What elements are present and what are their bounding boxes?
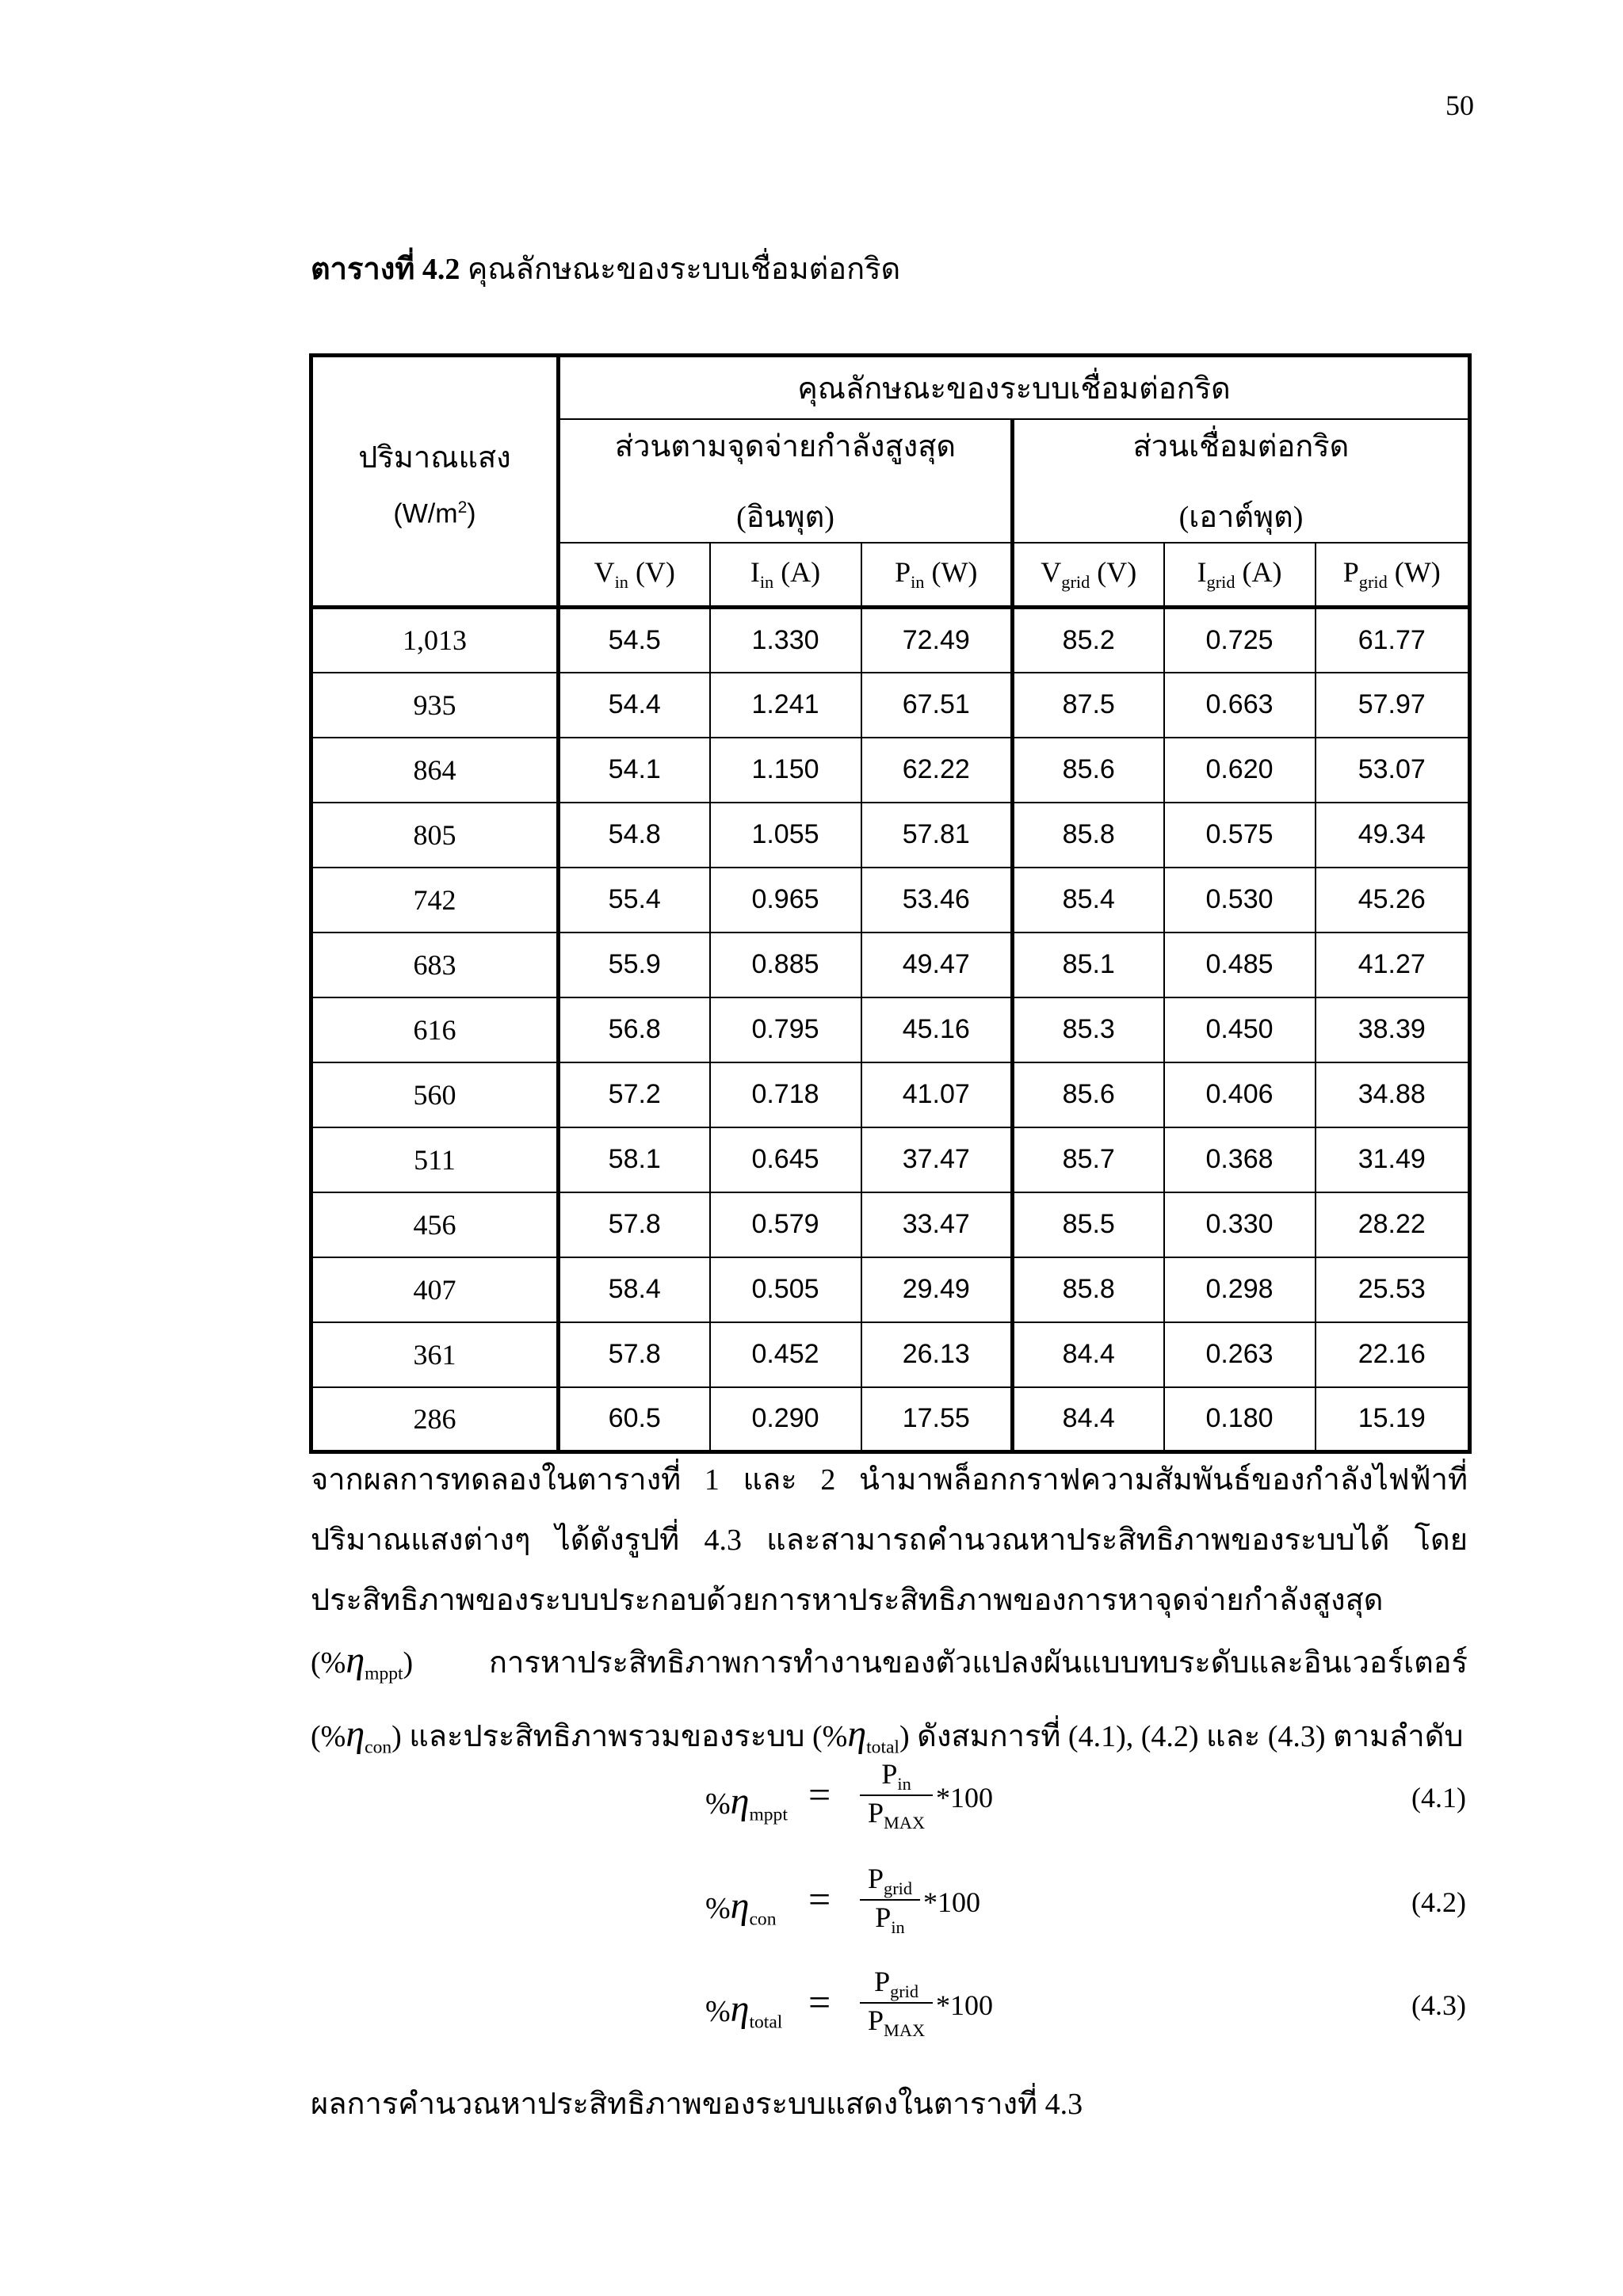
value-cell: 85.4 bbox=[1013, 868, 1164, 933]
value-cell: 45.16 bbox=[861, 997, 1013, 1062]
body-paragraph: จากผลการทดลองในตารางที่ 1 และ 2 นำมาพล็อกกราฟความสัมพันธ์ของกำลังไฟฟ้าที่ปริมาณแสงต่างๆ ได้ดังรูปที่ 4.3 และสามารถคำนวณหาประสิทธิภาพของระบบได้ โดยประสิทธิภาพของระบบประกอบด้วยการหาประสิทธิภาพของการหาจุดจ่ายกำลังสูงสุด $(\%\eta_{mppt})$ การหาประสิทธิภาพการทำงานของตัวแปลงผันแบบทบระดับและอินเวอร์เตอร์ $(\%\eta_{con})$ และประสิทธิภาพรวมของระบบ $(\%\eta_{total})$ ดังสมการที่ (4.1), (4.2) และ (4.3) ตามลำดับ bbox=[311, 1463, 1468, 1758]
value-cell: 85.2 bbox=[1013, 608, 1164, 673]
eta-symbol: η bbox=[730, 1988, 750, 2030]
value-cell: 1.055 bbox=[710, 803, 861, 868]
irradiance-header-cell bbox=[311, 356, 559, 608]
value-cell: 49.47 bbox=[861, 933, 1013, 997]
column-unit: (W) bbox=[1387, 556, 1441, 589]
equation-number: (4.2) bbox=[1411, 1886, 1466, 1918]
irradiance-header: ปริมาณแสง bbox=[358, 441, 511, 475]
irradiance-unit: $(W/m^2)$ bbox=[393, 498, 476, 529]
irradiance-cell: 511 bbox=[311, 1127, 559, 1192]
table-row bbox=[311, 868, 1470, 933]
column-symbol: V bbox=[594, 556, 615, 589]
value-cell: 38.39 bbox=[1316, 997, 1470, 1062]
column-header bbox=[1164, 543, 1316, 608]
value-cell: 85.8 bbox=[1013, 1257, 1164, 1322]
value-cell: 28.22 bbox=[1316, 1192, 1470, 1257]
table-row bbox=[311, 803, 1470, 868]
irradiance-cell: 286 bbox=[311, 1387, 559, 1452]
value-cell: 54.4 bbox=[559, 673, 710, 738]
value-cell: 54.1 bbox=[559, 738, 710, 803]
value-cell: 0.885 bbox=[710, 933, 861, 997]
input-header: ส่วนตามจุดจ่ายกำลังสูงสุด bbox=[614, 429, 957, 463]
column-symbol: I bbox=[750, 556, 760, 589]
value-cell: 0.718 bbox=[710, 1062, 861, 1127]
value-cell: 45.26 bbox=[1316, 868, 1470, 933]
column-unit: (W) bbox=[924, 556, 978, 589]
table-row bbox=[311, 673, 1470, 738]
column-subscript: grid bbox=[1358, 572, 1388, 593]
column-symbol: P bbox=[1342, 556, 1359, 589]
value-cell: 0.450 bbox=[1164, 997, 1316, 1062]
output-header-cell bbox=[1013, 419, 1470, 543]
multiplier: *100 bbox=[923, 1886, 980, 1918]
table-row bbox=[311, 608, 1470, 673]
equation-lhs bbox=[705, 1779, 788, 1826]
percent-sign: % bbox=[705, 1892, 731, 1925]
numerator-symbol: P bbox=[881, 1758, 898, 1790]
equation-lhs bbox=[705, 1884, 776, 1931]
numerator bbox=[860, 1965, 933, 2002]
fraction bbox=[860, 1965, 933, 2041]
value-cell: 85.6 bbox=[1013, 738, 1164, 803]
value-cell: 0.663 bbox=[1164, 673, 1316, 738]
value-cell: 85.3 bbox=[1013, 997, 1164, 1062]
irradiance-cell: 456 bbox=[311, 1192, 559, 1257]
column-unit: (V) bbox=[1090, 556, 1137, 589]
value-cell: 17.55 bbox=[861, 1387, 1013, 1452]
input-subheader: (อินพุต) bbox=[736, 500, 834, 534]
column-symbol: P bbox=[895, 556, 911, 589]
column-header bbox=[861, 543, 1013, 608]
value-cell: 0.406 bbox=[1164, 1062, 1316, 1127]
equation-lhs bbox=[705, 1987, 782, 2034]
value-cell: 57.8 bbox=[559, 1192, 710, 1257]
value-cell: 15.19 bbox=[1316, 1387, 1470, 1452]
group-header: คุณลักษณะของระบบเชื่อมต่อกริด bbox=[559, 356, 1470, 419]
eta-symbol: η bbox=[730, 1780, 750, 1822]
numerator-subscript: grid bbox=[884, 1878, 912, 1899]
percent-sign: % bbox=[705, 1787, 731, 1821]
table-row bbox=[311, 1127, 1470, 1192]
table-body bbox=[311, 608, 1470, 1452]
irradiance-cell: 560 bbox=[311, 1062, 559, 1127]
value-cell: 0.795 bbox=[710, 997, 861, 1062]
column-header bbox=[710, 543, 861, 608]
value-cell: 0.645 bbox=[710, 1127, 861, 1192]
value-cell: 53.07 bbox=[1316, 738, 1470, 803]
table-row bbox=[311, 738, 1470, 803]
value-cell: 25.53 bbox=[1316, 1257, 1470, 1322]
value-cell: 57.8 bbox=[559, 1322, 710, 1387]
value-cell: 60.5 bbox=[559, 1387, 710, 1452]
column-subscript: in bbox=[759, 572, 774, 593]
table-row bbox=[311, 1062, 1470, 1127]
table-row bbox=[311, 933, 1470, 997]
value-cell: 84.4 bbox=[1013, 1387, 1164, 1452]
irradiance-cell: 742 bbox=[311, 868, 559, 933]
irradiance-cell: 361 bbox=[311, 1322, 559, 1387]
equals-sign: = bbox=[808, 1877, 831, 1921]
value-cell: 1.241 bbox=[710, 673, 861, 738]
fraction bbox=[860, 1757, 933, 1833]
denominator-symbol: P bbox=[875, 1901, 892, 1934]
value-cell: 0.298 bbox=[1164, 1257, 1316, 1322]
value-cell: 1.150 bbox=[710, 738, 861, 803]
irradiance-cell: 864 bbox=[311, 738, 559, 803]
denominator-symbol: P bbox=[868, 2004, 884, 2037]
value-cell: 26.13 bbox=[861, 1322, 1013, 1387]
irradiance-cell: 935 bbox=[311, 673, 559, 738]
value-cell: 62.22 bbox=[861, 738, 1013, 803]
value-cell: 58.4 bbox=[559, 1257, 710, 1322]
irradiance-cell: 407 bbox=[311, 1257, 559, 1322]
value-cell: 0.263 bbox=[1164, 1322, 1316, 1387]
value-cell: 0.620 bbox=[1164, 738, 1316, 803]
table-caption-text: คุณลักษณะของระบบเชื่อมต่อกริด bbox=[460, 253, 901, 286]
value-cell: 0.725 bbox=[1164, 608, 1316, 673]
irradiance-cell: 1,013 bbox=[311, 608, 559, 673]
table-row bbox=[311, 1322, 1470, 1387]
value-cell: 85.5 bbox=[1013, 1192, 1164, 1257]
value-cell: 37.47 bbox=[861, 1127, 1013, 1192]
equation-4-1 bbox=[705, 1757, 1466, 1844]
multiplier: *100 bbox=[936, 1989, 993, 2021]
equals-sign: = bbox=[808, 1980, 831, 2024]
column-unit: (A) bbox=[1235, 556, 1282, 589]
column-header bbox=[559, 543, 710, 608]
multiplier: *100 bbox=[936, 1782, 993, 1814]
column-header bbox=[1013, 543, 1164, 608]
value-cell: 85.1 bbox=[1013, 933, 1164, 997]
value-cell: 0.330 bbox=[1164, 1192, 1316, 1257]
value-cell: 55.9 bbox=[559, 933, 710, 997]
equals-sign: = bbox=[808, 1772, 831, 1817]
value-cell: 49.34 bbox=[1316, 803, 1470, 868]
eta-subscript: mppt bbox=[749, 1804, 788, 1825]
value-cell: 57.2 bbox=[559, 1062, 710, 1127]
eta-subscript: con bbox=[749, 1909, 777, 1930]
denominator-symbol: P bbox=[868, 1797, 884, 1829]
value-cell: 56.8 bbox=[559, 997, 710, 1062]
table-row bbox=[311, 1192, 1470, 1257]
column-subscript: grid bbox=[1206, 572, 1235, 593]
irradiance-cell: 683 bbox=[311, 933, 559, 997]
irradiance-cell: 616 bbox=[311, 997, 559, 1062]
column-unit: (V) bbox=[628, 556, 675, 589]
value-cell: 85.7 bbox=[1013, 1127, 1164, 1192]
value-cell: 67.51 bbox=[861, 673, 1013, 738]
value-cell: 53.46 bbox=[861, 868, 1013, 933]
input-header-cell bbox=[559, 419, 1013, 543]
value-cell: 0.505 bbox=[710, 1257, 861, 1322]
page-number: 50 bbox=[1445, 90, 1474, 121]
table-caption bbox=[311, 244, 900, 292]
value-cell: 0.575 bbox=[1164, 803, 1316, 868]
table-row bbox=[311, 997, 1470, 1062]
equation-4-3 bbox=[705, 1965, 1466, 2052]
column-symbol: V bbox=[1041, 556, 1062, 589]
value-cell: 87.5 bbox=[1013, 673, 1164, 738]
numerator bbox=[860, 1862, 920, 1899]
value-cell: 33.47 bbox=[861, 1192, 1013, 1257]
value-cell: 0.485 bbox=[1164, 933, 1316, 997]
column-subscript: in bbox=[614, 572, 628, 593]
column-subscript: in bbox=[911, 572, 925, 593]
eta-symbol: η bbox=[730, 1885, 750, 1927]
equation-number: (4.3) bbox=[1411, 1989, 1466, 2021]
value-cell: 85.6 bbox=[1013, 1062, 1164, 1127]
value-cell: 1.330 bbox=[710, 608, 861, 673]
value-cell: 41.07 bbox=[861, 1062, 1013, 1127]
column-symbol: I bbox=[1197, 556, 1207, 589]
value-cell: 54.5 bbox=[559, 608, 710, 673]
value-cell: 0.368 bbox=[1164, 1127, 1316, 1192]
value-cell: 31.49 bbox=[1316, 1127, 1470, 1192]
value-cell: 58.1 bbox=[559, 1127, 710, 1192]
denominator-subscript: MAX bbox=[884, 2020, 926, 2041]
value-cell: 0.579 bbox=[710, 1192, 861, 1257]
value-cell: 0.290 bbox=[710, 1387, 861, 1452]
equation-number: (4.1) bbox=[1411, 1782, 1466, 1814]
value-cell: 54.8 bbox=[559, 803, 710, 868]
column-unit: (A) bbox=[773, 556, 821, 589]
value-cell: 57.97 bbox=[1316, 673, 1470, 738]
column-subscript: grid bbox=[1061, 572, 1090, 593]
value-cell: 34.88 bbox=[1316, 1062, 1470, 1127]
denominator bbox=[860, 2002, 933, 2041]
percent-sign: % bbox=[705, 1995, 731, 2028]
table-row bbox=[311, 1387, 1470, 1452]
value-cell: 29.49 bbox=[861, 1257, 1013, 1322]
value-cell: 0.180 bbox=[1164, 1387, 1316, 1452]
numerator bbox=[860, 1757, 933, 1794]
denominator bbox=[860, 1794, 933, 1833]
closing-sentence: ผลการคำนวณหาประสิทธิภาพของระบบแสดงในตารางที่ 4.3 bbox=[311, 2088, 1083, 2121]
value-cell: 84.4 bbox=[1013, 1322, 1164, 1387]
equation-4-2 bbox=[705, 1862, 1466, 1949]
table-caption-label: ตารางที่ 4.2 bbox=[311, 253, 460, 286]
output-header: ส่วนเชื่อมต่อกริด bbox=[1132, 429, 1350, 463]
value-cell: 55.4 bbox=[559, 868, 710, 933]
value-cell: 61.77 bbox=[1316, 608, 1470, 673]
value-cell: 57.81 bbox=[861, 803, 1013, 868]
denominator-subscript: MAX bbox=[884, 1813, 926, 1833]
value-cell: 0.965 bbox=[710, 868, 861, 933]
value-cell: 72.49 bbox=[861, 608, 1013, 673]
value-cell: 0.452 bbox=[710, 1322, 861, 1387]
value-cell: 41.27 bbox=[1316, 933, 1470, 997]
grid-system-table bbox=[309, 353, 1472, 1454]
numerator-symbol: P bbox=[868, 1863, 884, 1894]
denominator bbox=[860, 1899, 920, 1938]
column-header bbox=[1316, 543, 1470, 608]
table-row bbox=[311, 1257, 1470, 1322]
output-subheader: (เอาต์พุต) bbox=[1178, 500, 1304, 534]
numerator-subscript: in bbox=[897, 1774, 911, 1794]
numerator-symbol: P bbox=[874, 1966, 891, 1997]
denominator-subscript: in bbox=[891, 1917, 905, 1938]
value-cell: 22.16 bbox=[1316, 1322, 1470, 1387]
fraction bbox=[860, 1862, 920, 1938]
value-cell: 0.530 bbox=[1164, 868, 1316, 933]
irradiance-cell: 805 bbox=[311, 803, 559, 868]
numerator-subscript: grid bbox=[890, 1981, 919, 2002]
value-cell: 85.8 bbox=[1013, 803, 1164, 868]
eta-subscript: total bbox=[749, 2012, 783, 2033]
